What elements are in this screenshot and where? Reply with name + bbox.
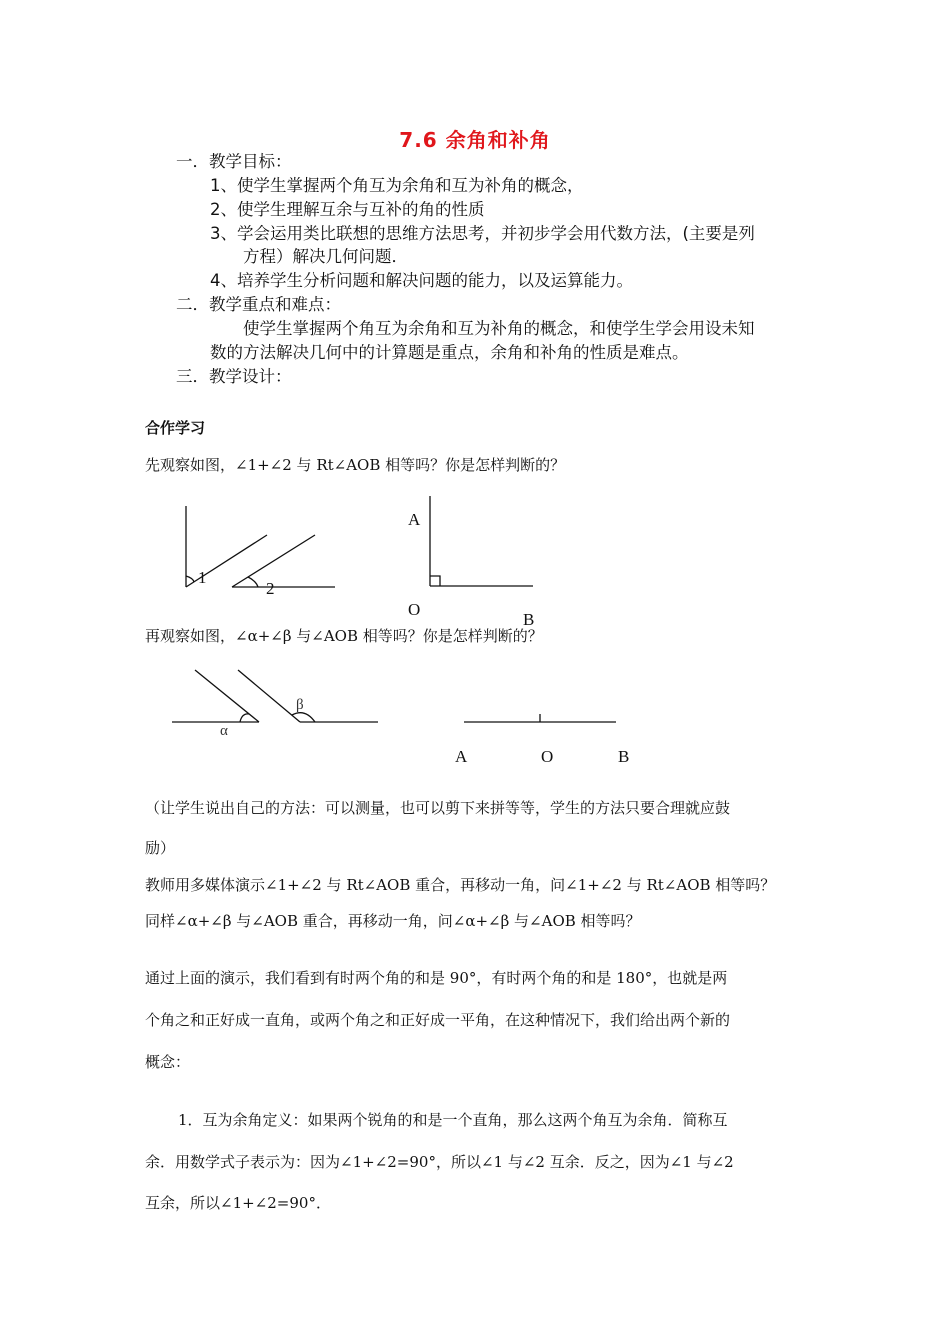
figure-1 [160, 490, 560, 630]
fig2-label-a: A [455, 747, 468, 766]
question-1: 先观察如图，∠1+∠2 与 Rt∠AOB 相等吗？你是怎样判断的？ [145, 456, 566, 474]
body-text: 概念： [145, 1053, 191, 1071]
body-text: （让学生说出自己的方法：可以测量，也可以剪下来拼等等，学生的方法只要合理就应鼓 [145, 799, 731, 817]
objective-item: 3、学会运用类比联想的思维方法思考，并初步学会用代数方法，(主要是列 [210, 224, 755, 243]
fig2-label-o: O [541, 747, 554, 766]
fig2-label-b: B [618, 747, 630, 766]
fig1-label-1: 1 [198, 568, 207, 587]
definition-text: 互余，所以∠1+∠2=90°． [145, 1194, 331, 1212]
objective-item: 4、培养学生分析问题和解决问题的能力，以及运算能力。 [210, 271, 633, 290]
fig1-label-o: O [408, 600, 421, 619]
objectives-heading: 一．教学目标： [176, 152, 292, 171]
figure-2 [160, 660, 630, 775]
question-2: 再观察如图，∠α+∠β 与∠AOB 相等吗？你是怎样判断的？ [145, 627, 543, 645]
fig1-label-a: A [408, 510, 421, 529]
body-text: 励） [145, 839, 176, 857]
fig2-beta-arc [292, 713, 315, 722]
keypoints-heading: 二．教学重点和难点： [176, 295, 341, 314]
fig2-label-beta: β [296, 697, 304, 713]
objective-item: 2、使学生理解互余与互补的角的性质 [210, 200, 485, 219]
fig2-label-alpha: α [220, 723, 228, 739]
keypoints-text: 使学生掌握两个角互为余角和互为补角的概念，和使学生学会用设未知 [243, 319, 755, 338]
design-heading: 三．教学设计： [176, 367, 292, 386]
body-text: 通过上面的演示，我们看到有时两个角的和是 90°，有时两个角的和是 180°，也就是两 [145, 969, 728, 987]
body-text: 个角之和正好成一直角，或两个角之和正好成一平角，在这种情况下，我们给出两个新的 [145, 1011, 731, 1029]
page-title: 7.6 余角和补角 [399, 128, 551, 152]
fig1-angle2-arc [248, 577, 258, 587]
definition-text: 余．用数学式子表示为：因为∠1+∠2=90°，所以∠1 与∠2 互余．反之，因为∠1 与∠2 [145, 1153, 734, 1171]
definition-text: 1．互为余角定义：如果两个锐角的和是一个直角，那么这两个角互为余角．简称互 [178, 1111, 728, 1129]
body-text: 教师用多媒体演示∠1+∠2 与 Rt∠AOB 重合，再移动一角，问∠1+∠2 与 Rt∠AOB 相等吗？ [145, 876, 776, 894]
coop-heading: 合作学习 [145, 419, 206, 437]
fig1-label-2: 2 [266, 579, 275, 598]
fig2-alpha-ray [195, 670, 259, 722]
objective-item: 方程）解决几何问题． [243, 247, 408, 266]
objective-item: 1、使学生掌握两个角互为余角和互为补角的概念， [210, 176, 584, 195]
keypoints-text: 数的方法解决几何中的计算题是重点，余角和补角的性质是难点。 [210, 343, 689, 362]
fig1-right-angle-mark [430, 576, 440, 586]
fig2-alpha-arc [240, 714, 249, 722]
fig1-label-b: B [523, 610, 535, 629]
fig1-angle1-arc [186, 576, 194, 582]
body-text: 同样∠α+∠β 与∠AOB 重合，再移动一角，问∠α+∠β 与∠AOB 相等吗？ [145, 912, 641, 930]
